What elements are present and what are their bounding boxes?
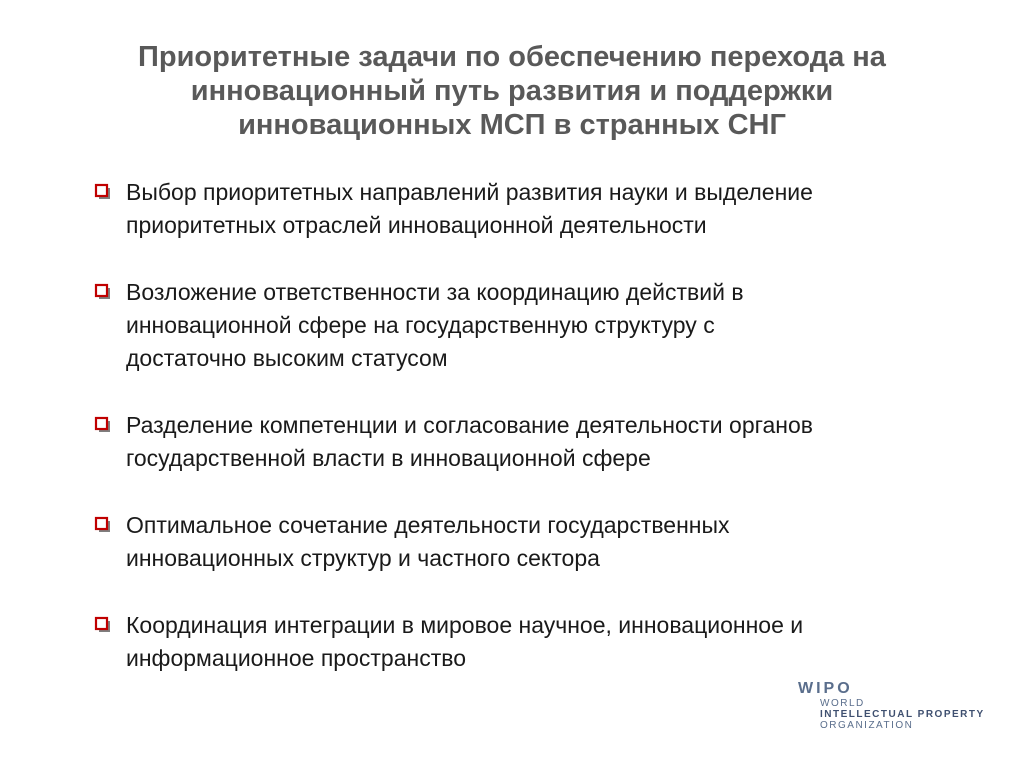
bullet-item bbox=[90, 409, 990, 475]
bullet-text-line: информационное пространство bbox=[126, 645, 466, 671]
bullet-item bbox=[90, 509, 990, 575]
bullet-list bbox=[90, 176, 990, 709]
bullet-item bbox=[90, 276, 990, 375]
slide-title-line: Приоритетные задачи по обеспечению перехода на bbox=[138, 41, 886, 73]
hollow-square-bullet-icon bbox=[94, 283, 112, 301]
wipo-logo-line: WORLD bbox=[820, 698, 865, 709]
hollow-square-bullet-icon bbox=[94, 416, 112, 434]
slide-title-line: инновационный путь развития и поддержки bbox=[190, 75, 834, 107]
slide-title-line: инновационных МСП в странных СНГ bbox=[238, 109, 786, 141]
bullet-text-line: Координация интеграции в мировое научное, инновационное и bbox=[126, 612, 804, 638]
wipo-logo-mark: WIPO bbox=[798, 680, 853, 697]
hollow-square-bullet-icon bbox=[94, 183, 112, 201]
bullet-text-line: достаточно высоким статусом bbox=[126, 345, 448, 371]
bullet-text-line: Возложение ответственности за координацию действий в bbox=[126, 279, 744, 305]
bullet-text-line: приоритетных отраслей инновационной деятельности bbox=[126, 212, 707, 238]
bullet-item bbox=[90, 176, 990, 242]
wipo-logo-line: INTELLECTUAL PROPERTY bbox=[820, 709, 985, 720]
hollow-square-bullet-icon bbox=[94, 516, 112, 534]
bullet-item bbox=[90, 609, 990, 675]
bullet-text-line: инновационной сфере на государственную структуру с bbox=[126, 312, 715, 338]
bullet-text-line: инновационных структур и частного сектора bbox=[126, 545, 600, 571]
wipo-logo-line: ORGANIZATION bbox=[820, 720, 914, 731]
hollow-square-bullet-icon bbox=[94, 616, 112, 634]
bullet-text-line: Выбор приоритетных направлений развития науки и выделение bbox=[126, 179, 813, 205]
wipo-logo bbox=[798, 680, 998, 736]
bullet-text-line: государственной власти в инновационной сфере bbox=[126, 445, 651, 471]
slide-title bbox=[40, 40, 984, 142]
bullet-text-line: Оптимальное сочетание деятельности государственных bbox=[126, 512, 730, 538]
bullet-text-line: Разделение компетенции и согласование деятельности органов bbox=[126, 412, 814, 438]
